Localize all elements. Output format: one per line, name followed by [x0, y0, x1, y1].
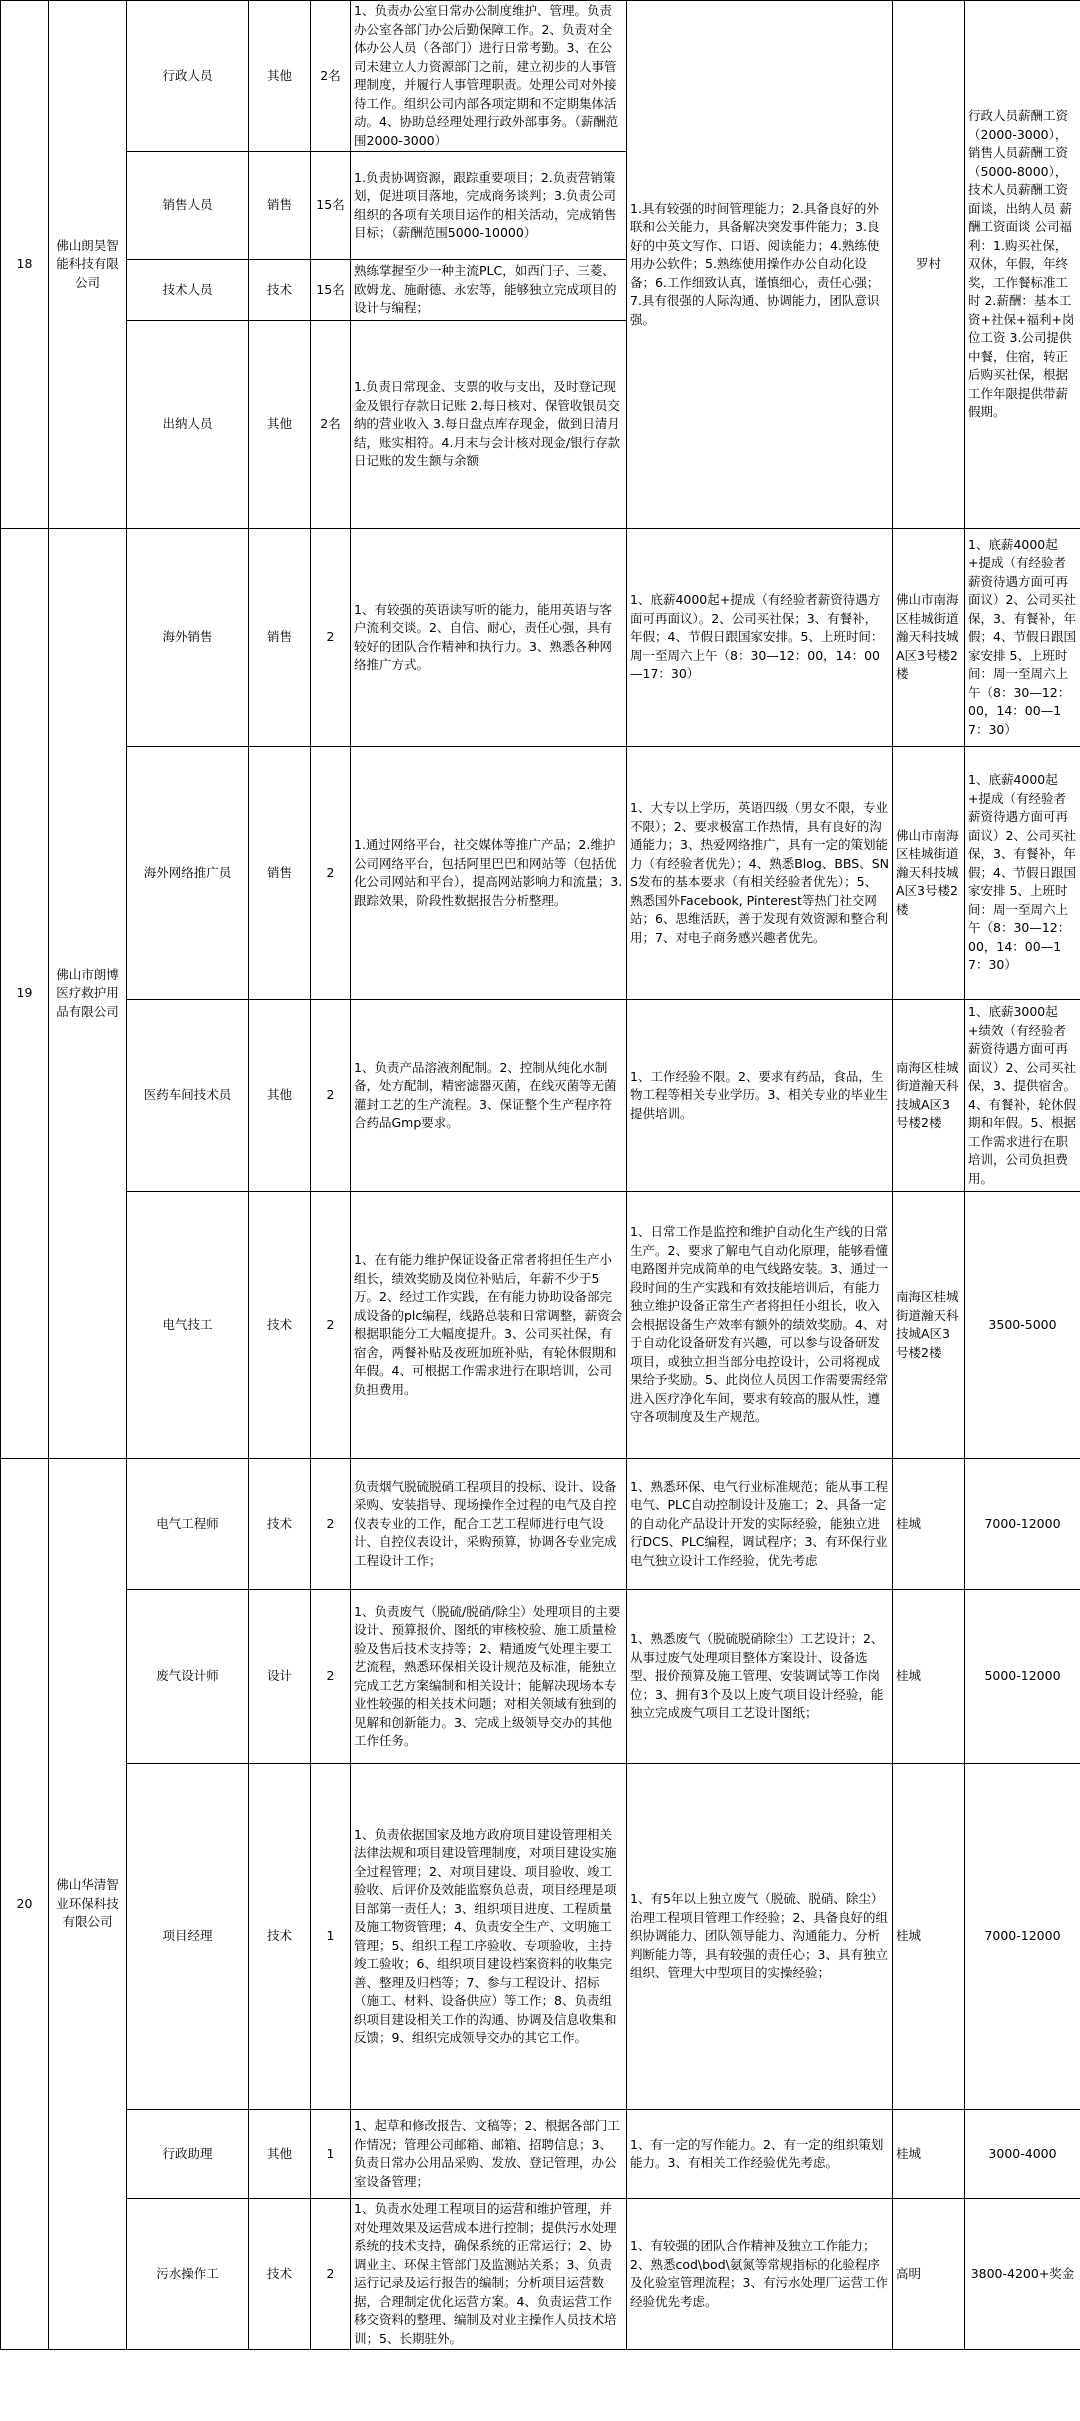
work-location: 罗村	[893, 1, 965, 529]
job-count: 1	[311, 2110, 351, 2199]
job-requirements: 1、有一定的写作能力。2、有一定的组织策划能力。3、有相关工作经验优先考虑。	[627, 2110, 893, 2199]
salary-benefits: 7000-12000	[965, 1764, 1080, 2110]
work-location: 桂城	[893, 1590, 965, 1764]
job-duty: 1、负责产品溶液剂配制。2、控制从纯化水制备，处方配制，精密滤器灭菌，在线灭菌等无菌灌封工艺的生产流程。3、保证整个生产程序符合药品Gmp要求。	[351, 1000, 627, 1192]
job-duty: 1、有较强的英语读写听的能力，能用英语与客户流利交谈。2、自信、耐心，责任心强，具有较好的团队合作精神和执行力。3、熟悉各种网络推广方式。	[351, 529, 627, 747]
job-type: 技术	[249, 1459, 311, 1590]
job-count: 2	[311, 747, 351, 1000]
job-duty: 1、负责废气（脱硫/脱硝/除尘）处理项目的主要设计、预算报价、图纸的审核校验、施工质量检验及售后技术支持等；2、精通废气处理主要工艺流程，熟悉环保相关设计规范及标准，能独立完成工艺方案编制和相关设计；能解决现场本专业性较强的相关技术问题；对相关领域有独到的见解和创新能力。3、完成上级领导交办的其他工作任务。	[351, 1590, 627, 1764]
salary-benefits: 3000-4000	[965, 2110, 1080, 2199]
job-type: 其他	[249, 1000, 311, 1192]
work-location: 佛山市南海区桂城街道瀚天科技城A区3号楼2楼	[893, 747, 965, 1000]
job-requirements: 1、熟悉废气（脱硫脱硝除尘）工艺设计；2、从事过废气处理项目整体方案设计、设备选型、报价预算及施工管理、安装调试等工作岗位；3、拥有3个及以上废气项目设计经验，能独立完成废气项目工艺设计图纸；	[627, 1590, 893, 1764]
job-type: 技术	[249, 1764, 311, 2110]
job-type: 其他	[249, 1, 311, 152]
job-count: 1	[311, 1764, 351, 2110]
company-no: 20	[1, 1459, 49, 2350]
salary-benefits: 行政人员薪酬工资（2000-3000），销售人员薪酬工资（5000-8000），技术人员薪酬工资面谈，出纳人员 薪酬工资面谈 公司福利：1.购买社保，双休，年假，年终奖，工作餐标准工时 2.薪酬：基本工资+社保+福利+岗位工资 3.公司提供中餐，住宿，转正后购买社保，根据工作年限提供带薪假期。	[965, 1, 1080, 529]
job-requirements: 1、熟悉环保、电气行业标准规范；能从事工程电气、PLC自动控制设计及施工；2、具备一定的自动化产品设计开发的实际经验，能独立进行DCS、PLC编程，调试程序；3、有环保行业电气独立设计工作经验，优先考虑	[627, 1459, 893, 1590]
job-duty: 1、负责办公室日常办公制度维护、管理。负责办公室各部门办公后勤保障工作。2、负责对全体办公人员（各部门）进行日常考勤。3、在公司未建立人力资源部门之前，建立初步的人事管理制度，并履行人事管理职责。处理公司对外接待工作。组织公司内部各项定期和不定期集体活动。4、协助总经理处理行政外部事务。（薪酬范围2000-3000）	[351, 1, 627, 152]
job-count: 2	[311, 1000, 351, 1192]
job-duty: 1、负责依据国家及地方政府项目建设管理相关法律法规和项目建设管理制度，对项目建设实施全过程管理；2、对项目建设、项目验收、竣工验收、后评价及效能监察负总责，项目经理是项目部第一责任人；3、组织项目进度、工程质量及施工物资管理；4、负责安全生产、文明施工管理；5、组织工程工序验收、专项验收，主持竣工验收；6、组织项目建设档案资料的收集完善、整理及归档等；7、参与工程设计、招标（施工、材料、设备供应）等工作；8、负责组织项目建设相关工作的沟通、协调及信息收集和反馈；9、组织完成领导交办的其它工作。	[351, 1764, 627, 2110]
job-count: 2	[311, 1459, 351, 1590]
job-requirements: 1、大专以上学历，英语四级（男女不限，专业不限）；2、要求极富工作热情，具有良好的沟通能力；3、热爱网络推广，具有一定的策划能力（有经验者优先）；4、熟悉Blog、BBS、SNS发布的基本要求（有相关经验者优先）；5、熟悉国外Facebook, Pinterest等热门社交网站；6、思维活跃，善于发现有效资源和整合利用；7、对电子商务感兴趣者优先。	[627, 747, 893, 1000]
job-duty: 1.通过网络平台，社交媒体等推广产品；2.维护公司网络平台，包括阿里巴巴和网站等（包括优化公司网站和平台），提高网站影响力和流量；3.跟踪效果，阶段性数据报告分析整理。	[351, 747, 627, 1000]
job-count: 2	[311, 1590, 351, 1764]
salary-benefits: 7000-12000	[965, 1459, 1080, 1590]
job-title: 医药车间技术员	[127, 1000, 249, 1192]
job-title: 废气设计师	[127, 1590, 249, 1764]
company-name: 佛山市朗博医疗救护用品有限公司	[49, 529, 127, 1459]
job-title: 销售人员	[127, 152, 249, 260]
job-duty: 1、负责水处理工程项目的运营和维护管理，并对处理效果及运营成本进行控制；提供污水处理系统的技术支持，确保系统的正常运行；2、协调业主、环保主管部门及监测站关系；3、负责运行记录及运行报告的编制；分析项目运营数据，合理制定优化运营方案。4、负责运营工作移交资料的整理、编制及对业主操作人员技术培训；5、长期驻外。	[351, 2199, 627, 2350]
job-count: 2	[311, 529, 351, 747]
job-title: 技术人员	[127, 260, 249, 321]
work-location: 南海区桂城街道瀚天科技城A区3号楼2楼	[893, 1000, 965, 1192]
job-type: 销售	[249, 152, 311, 260]
job-type: 技术	[249, 1192, 311, 1459]
salary-benefits: 1、底薪4000起+提成（有经验者薪资待遇方面可再面议）2、公司买社保，3、有餐补，年假；4、节假日跟国家安排 5、上班时间：周一至周六上午（8：30—12：00，14：00—17：30）	[965, 529, 1080, 747]
salary-benefits: 1、底薪4000起+提成（有经验者薪资待遇方面可再面议）2、公司买社保，3、有餐补，年假；4、节假日跟国家安排 5、上班时间：周一至周六上午（8：30—12：00，14：00—17：30）	[965, 747, 1080, 1000]
job-title: 行政人员	[127, 1, 249, 152]
job-requirements: 1、日常工作是监控和维护自动化生产线的日常生产。2、要求了解电气自动化原理，能够看懂电路图并完成简单的电气线路安装。3、通过一段时间的生产实践和有效技能培训后，有能力独立维护设备正常生产者将担任小组长，收入会根据设备生产效率有额外的绩效奖励。4、对于自动化设备研发有兴趣，可以参与设备研发项目，或独立担当部分电控设计，公司将视成果给予奖励。5、此岗位人员因工作需要需经常进入医疗净化车间，要求有较高的服从性，遵守各项制度及生产规范。	[627, 1192, 893, 1459]
job-requirements: 1.具有较强的时间管理能力；2.具备良好的外联和公关能力，具备解决突发事件能力；3.良好的中英文写作、口语、阅读能力；4.熟练使用办公软件；5.熟练使用操作办公自动化设备；6.工作细致认真，谨慎细心，责任心强；7.具有很强的人际沟通、协调能力，团队意识强。	[627, 1, 893, 529]
job-count: 2	[311, 1192, 351, 1459]
job-requirements: 1、底薪4000起+提成（有经验者薪资待遇方面可再面议）。2、公司买社保；3、有餐补，年假；4、节假日跟国家安排。5、上班时间：周一至周六上午（8：30—12：00，14：00—17：30）	[627, 529, 893, 747]
work-location: 桂城	[893, 2110, 965, 2199]
salary-benefits: 5000-12000	[965, 1590, 1080, 1764]
job-requirements: 1、有5年以上独立废气（脱硫、脱硝、除尘）治理工程项目管理工作经验；2、具备良好的组织协调能力、团队领导能力、沟通能力、分析判断能力等，具有较强的责任心；3、具有独立组织、管理大中型项目的实操经验；	[627, 1764, 893, 2110]
salary-benefits: 1、底薪3000起+绩效（有经验者薪资待遇方面可再面议）2、公司买社保，3、提供宿舍。4、有餐补，轮休假期和年假。5、根据工作需求进行在职培训，公司负担费用。	[965, 1000, 1080, 1192]
job-title: 海外销售	[127, 529, 249, 747]
job-type: 销售	[249, 747, 311, 1000]
work-location: 桂城	[893, 1459, 965, 1590]
job-count: 15名	[311, 152, 351, 260]
job-type: 销售	[249, 529, 311, 747]
work-location: 佛山市南海区桂城街道瀚天科技城A区3号楼2楼	[893, 529, 965, 747]
job-count: 2名	[311, 321, 351, 529]
job-count: 2	[311, 2199, 351, 2350]
salary-benefits: 3500-5000	[965, 1192, 1080, 1459]
job-duty: 1.负责协调资源，跟踪重要项目；2.负责营销策划，促进项目落地，完成商务谈判；3.负责公司组织的各项有关项目运作的相关活动，完成销售目标；（薪酬范围5000-10000）	[351, 152, 627, 260]
job-duty: 负责烟气脱硫脱硝工程项目的投标、设计、设备采购、安装指导、现场操作全过程的电气及自控仪表专业的工作，配合工艺工程师进行电气设计、自控仪表设计，采购预算，协调各专业完成工程设计工作；	[351, 1459, 627, 1590]
job-requirements: 1、工作经验不限。2、要求有药品，食品，生物工程等相关专业学历。3、相关专业的毕业生提供培训。	[627, 1000, 893, 1192]
job-count: 2名	[311, 1, 351, 152]
job-duty: 1.负责日常现金、支票的收与支出，及时登记现金及银行存款日记账 2.每日核对、保管收银员交纳的营业收入 3.每日盘点库存现金，做到日清月结，账实相符。4.月末与会计核对现金/银行存款日记账的发生额与余额	[351, 321, 627, 529]
job-duty: 1、起草和修改报告、文稿等；2、根据各部门工作情况；管理公司邮箱、邮箱、招聘信息；3、负责日常办公用品采购、发放、登记管理，办公室设备管理；	[351, 2110, 627, 2199]
salary-benefits: 3800-4200+奖金	[965, 2199, 1080, 2350]
job-type: 技术	[249, 260, 311, 321]
work-location: 南海区桂城街道瀚天科技城A区3号楼2楼	[893, 1192, 965, 1459]
job-count: 15名	[311, 260, 351, 321]
job-title: 项目经理	[127, 1764, 249, 2110]
job-title: 电气技工	[127, 1192, 249, 1459]
job-type: 技术	[249, 2199, 311, 2350]
job-title: 行政助理	[127, 2110, 249, 2199]
job-title: 电气工程师	[127, 1459, 249, 1590]
company-name: 佛山华清智业环保科技有限公司	[49, 1459, 127, 2350]
job-title: 污水操作工	[127, 2199, 249, 2350]
work-location: 桂城	[893, 1764, 965, 2110]
job-duty: 1、在有能力维护保证设备正常者将担任生产小组长，绩效奖励及岗位补贴后，年薪不少于5万。2、经过工作实践，在有能力协助设备部完成设备的plc编程，线路总装和日常调整，薪资会根据职能分工大幅度提升。3、公司买社保，有宿舍，两餐补贴及夜班加班补贴，有轮休假期和年假。4、可根据工作需求进行在职培训，公司负担费用。	[351, 1192, 627, 1459]
company-no: 18	[1, 1, 49, 529]
job-duty: 熟练掌握至少一种主流PLC，如西门子、三菱、欧姆龙、施耐德、永宏等，能够独立完成项目的设计与编程；	[351, 260, 627, 321]
job-type: 设计	[249, 1590, 311, 1764]
job-type: 其他	[249, 321, 311, 529]
job-type: 其他	[249, 2110, 311, 2199]
company-no: 19	[1, 529, 49, 1459]
job-requirements: 1、有较强的团队合作精神及独立工作能力；2、熟悉cod\bod\氨氮等常规指标的化验程序及化验室管理流程；3、有污水处理厂运营工作经验优先考虑。	[627, 2199, 893, 2350]
company-name: 佛山朗昊智能科技有限公司	[49, 1, 127, 529]
work-location: 高明	[893, 2199, 965, 2350]
job-title: 出纳人员	[127, 321, 249, 529]
job-title: 海外网络推广员	[127, 747, 249, 1000]
